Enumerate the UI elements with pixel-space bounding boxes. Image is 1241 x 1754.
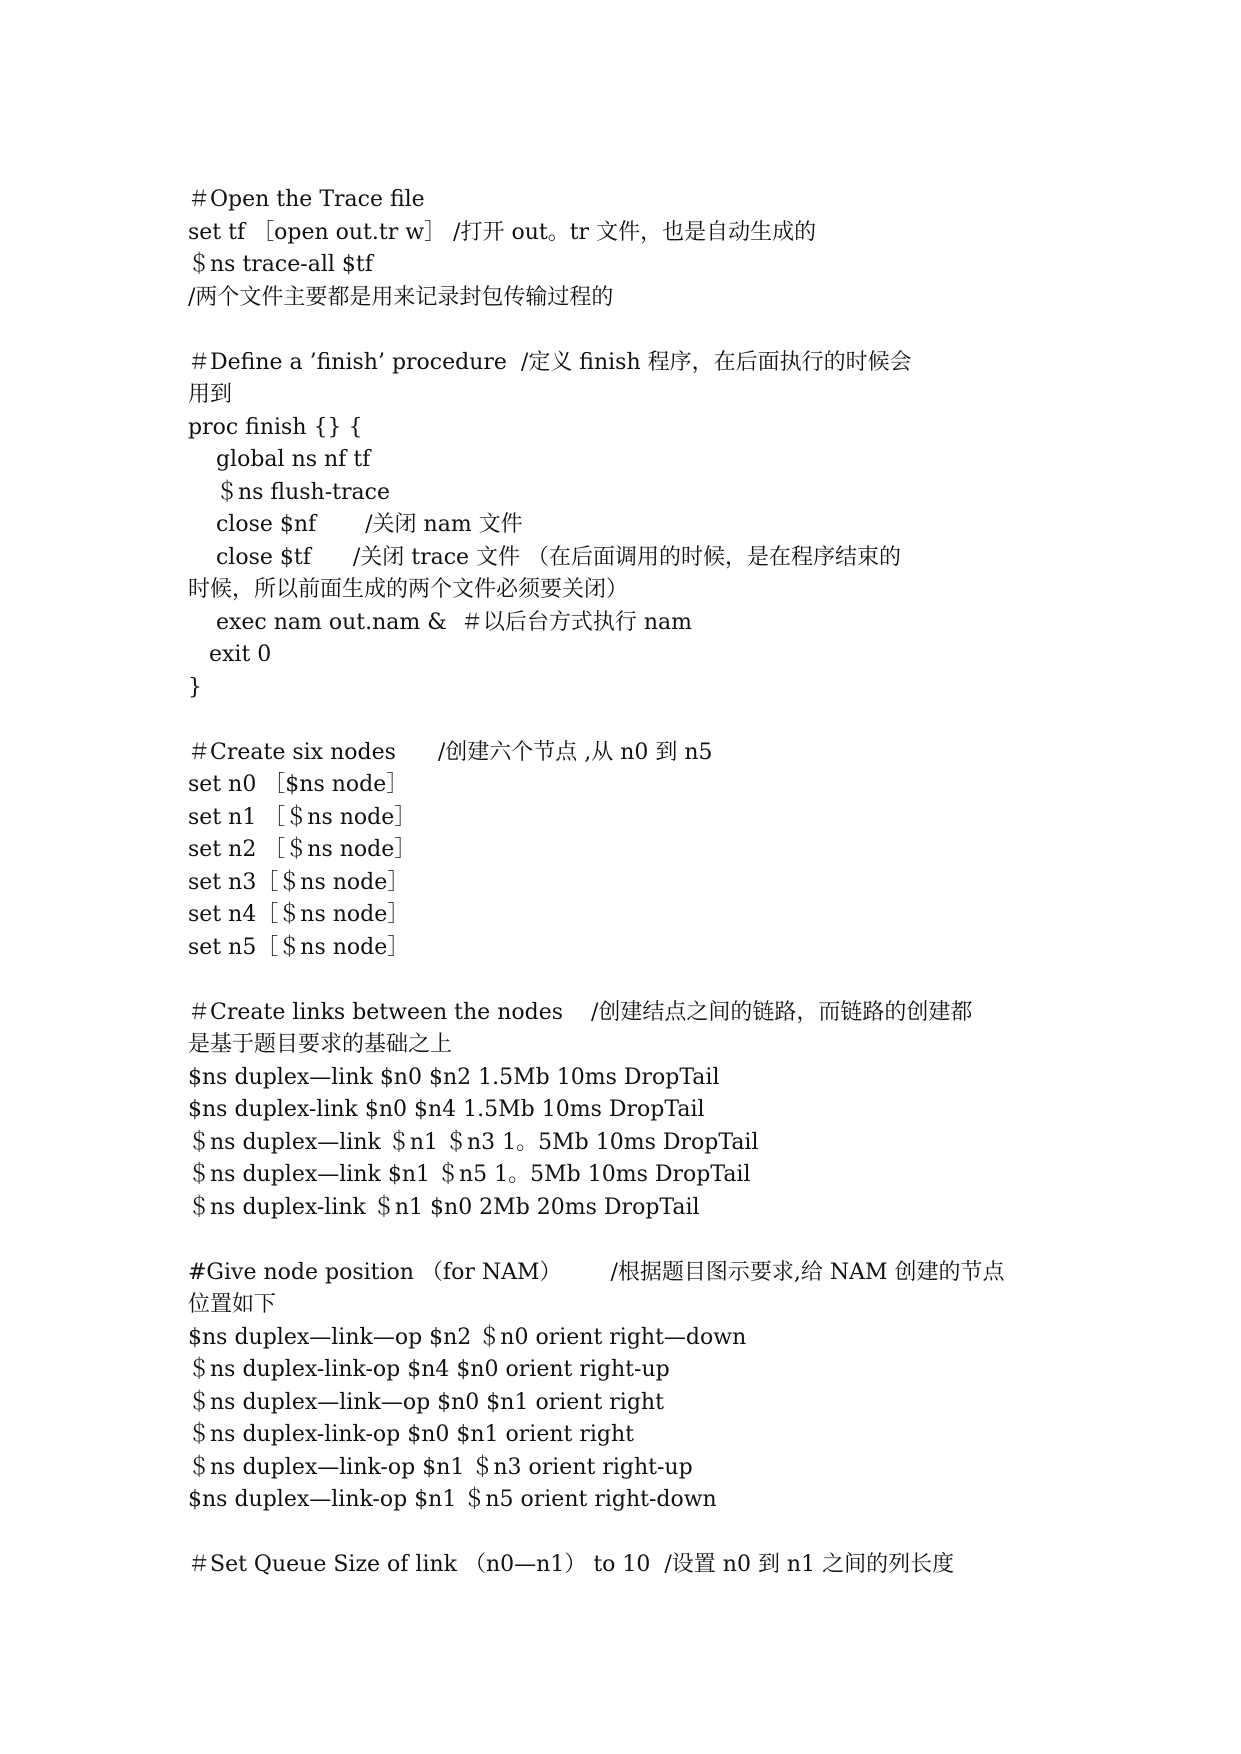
text-line: set tf ［open out.tr w］ /打开 out。tr 文件，也是自动生成的 (188, 219, 817, 245)
text-line: set n1 ［＄ns node］ (188, 804, 417, 830)
text-line: 是基于题目要求的基础之上 (188, 1032, 453, 1057)
text-line: ＄ns duplex-link-op $n0 $n1 orient right (188, 1422, 635, 1447)
text-line: ＄ns duplex-link ＄n1 $n0 2Mb 20ms DropTail (188, 1194, 700, 1220)
text-line: proc finish {} { (188, 414, 363, 440)
text-line: $ns duplex-link $n0 $n4 1.5Mb 10ms DropTail (188, 1097, 705, 1122)
text-line: set n0 ［$ns node］ (188, 772, 409, 797)
text-line: set n3［＄ns node］ (188, 869, 410, 895)
text-line: } (188, 674, 202, 700)
text-line: set n2 ［＄ns node］ (188, 837, 417, 862)
text-line: ＄ns duplex—link-op $n1 ＄n3 orient right-up (188, 1454, 693, 1480)
text-line: ＄ns flush-trace (188, 479, 390, 505)
text-line: exec nam out.nam & ＃以后台方式执行 nam (188, 609, 692, 635)
text-line: set n5［＄ns node］ (188, 934, 410, 960)
blank-line (188, 1224, 1068, 1257)
text-line: $ns duplex—link—op $n2 ＄n0 orient right—down (188, 1324, 747, 1350)
text-line: ＃Open the Trace file (188, 187, 425, 212)
blank-line (188, 964, 1068, 997)
text-line: close $tf /关闭 trace 文件 （在后面调用的时候，是在程序结束的 (188, 544, 902, 570)
blank-line (188, 1517, 1068, 1550)
text-line: ＄ns duplex—link $n1 ＄n5 1。5Mb 10ms DropTail (188, 1162, 751, 1187)
text-line: $ns duplex—link $n0 $n2 1.5Mb 10ms DropTail (188, 1064, 720, 1090)
text-line: ＄ns duplex—link—op $n0 $n1 orient right (188, 1389, 664, 1415)
blank-line (188, 704, 1068, 737)
text-line: #Give node position （for NAM） /根据题目图示要求,给 NAM 创建的节点 (188, 1259, 1005, 1285)
text-line: ＃Set Queue Size of link （n0—n1） to 10 /设置 n0 到 n1 之间的列长度 (188, 1552, 955, 1577)
text-line: $ns duplex—link-op $n1 ＄n5 orient right-down (188, 1487, 717, 1512)
text-line: ＃Create six nodes /创建六个节点 ,从 n0 到 n5 (188, 739, 713, 765)
text-line: ＃Define a ’finish’ procedure /定义 finish 程序，在后面执行的时候会 (188, 349, 912, 375)
text-line: ＃Create links between the nodes /创建结点之间的链路，而链路的创建都 (188, 999, 973, 1025)
text-line: global ns nf tf (188, 447, 371, 472)
text-line: 时候，所以前面生成的两个文件必须要关闭） (188, 577, 629, 602)
text-line: ＄ns trace-all $tf (188, 252, 373, 277)
text-line: close $nf /关闭 nam 文件 (188, 512, 523, 537)
text-line: exit 0 (188, 642, 272, 667)
text-line: 位置如下 (188, 1292, 277, 1317)
text-line: /两个文件主要都是用来记录封包传输过程的 (188, 284, 614, 310)
blank-line (188, 314, 1068, 347)
text-line: ＄ns duplex-link-op $n4 $n0 orient right-up (188, 1357, 670, 1382)
text-line: set n4［＄ns node］ (188, 902, 410, 927)
code-listing (188, 184, 1068, 1582)
text-line: 用到 (188, 382, 233, 407)
text-line: ＄ns duplex—link ＄n1 ＄n3 1。5Mb 10ms DropTail (188, 1129, 759, 1155)
